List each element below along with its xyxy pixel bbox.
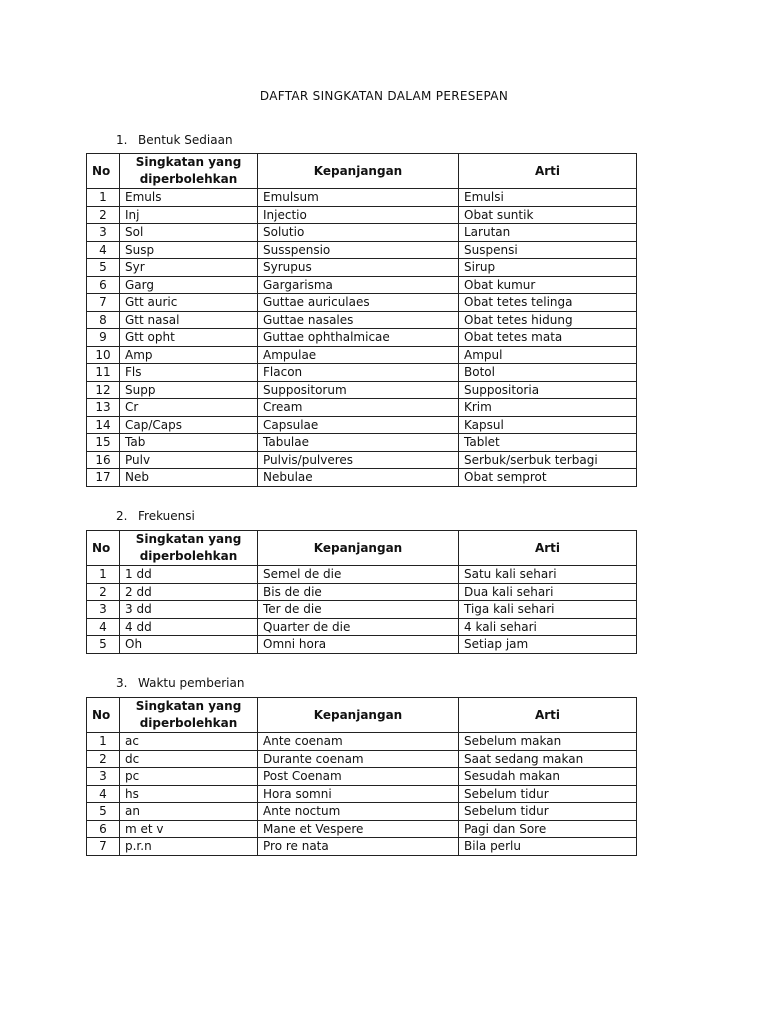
cell-meaning: 4 kali sehari: [459, 618, 637, 636]
cell-no: 12: [87, 381, 120, 399]
table-header-row: [87, 531, 637, 566]
cell-abbreviation: Fls: [120, 364, 258, 382]
table-row: [87, 434, 637, 452]
header-no: No: [87, 698, 120, 733]
table-row: [87, 469, 637, 487]
cell-no: 9: [87, 329, 120, 347]
cell-expansion: Injectio: [258, 206, 459, 224]
cell-abbreviation: 1 dd: [120, 566, 258, 584]
cell-expansion: Susspensio: [258, 241, 459, 259]
cell-expansion: Guttae ophthalmicae: [258, 329, 459, 347]
cell-abbreviation: Neb: [120, 469, 258, 487]
cell-no: 5: [87, 636, 120, 654]
cell-meaning: Obat tetes telinga: [459, 294, 637, 312]
cell-abbreviation: pc: [120, 768, 258, 786]
cell-meaning: Sebelum makan: [459, 733, 637, 751]
cell-expansion: Bis de die: [258, 583, 459, 601]
cell-meaning: Sebelum tidur: [459, 785, 637, 803]
cell-abbreviation: ac: [120, 733, 258, 751]
table-row: [87, 364, 637, 382]
cell-expansion: Hora somni: [258, 785, 459, 803]
table-header-row: [87, 698, 637, 733]
cell-abbreviation: Cap/Caps: [120, 416, 258, 434]
cell-abbreviation: Emuls: [120, 189, 258, 207]
cell-meaning: Bila perlu: [459, 838, 637, 856]
cell-abbreviation: 2 dd: [120, 583, 258, 601]
cell-meaning: Dua kali sehari: [459, 583, 637, 601]
cell-expansion: Guttae auriculaes: [258, 294, 459, 312]
cell-expansion: Cream: [258, 399, 459, 417]
table-row: [87, 346, 637, 364]
header-no: No: [87, 154, 120, 189]
header-expansion: Kepanjangan: [258, 698, 459, 733]
cell-abbreviation: p.r.n: [120, 838, 258, 856]
cell-abbreviation: Syr: [120, 259, 258, 277]
cell-expansion: Quarter de die: [258, 618, 459, 636]
table-row: [87, 259, 637, 277]
section-number: 1.: [116, 133, 128, 147]
cell-expansion: Guttae nasales: [258, 311, 459, 329]
abbreviation-table: [86, 530, 637, 654]
table-row: [87, 311, 637, 329]
cell-no: 16: [87, 451, 120, 469]
cell-abbreviation: Gtt opht: [120, 329, 258, 347]
cell-expansion: Ter de die: [258, 601, 459, 619]
cell-no: 1: [87, 189, 120, 207]
cell-meaning: Botol: [459, 364, 637, 382]
cell-expansion: Suppositorum: [258, 381, 459, 399]
cell-meaning: Sesudah makan: [459, 768, 637, 786]
cell-expansion: Post Coenam: [258, 768, 459, 786]
cell-expansion: Pro re nata: [258, 838, 459, 856]
cell-no: 4: [87, 241, 120, 259]
cell-expansion: Ante coenam: [258, 733, 459, 751]
cell-abbreviation: 4 dd: [120, 618, 258, 636]
table-row: [87, 838, 637, 856]
cell-meaning: Obat semprot: [459, 469, 637, 487]
table-header-row: [87, 154, 637, 189]
cell-abbreviation: 3 dd: [120, 601, 258, 619]
cell-meaning: Tiga kali sehari: [459, 601, 637, 619]
cell-abbreviation: m et v: [120, 820, 258, 838]
table-row: [87, 820, 637, 838]
abbreviation-table: [86, 697, 637, 856]
header-expansion: Kepanjangan: [258, 531, 459, 566]
header-expansion: Kepanjangan: [258, 154, 459, 189]
section-heading: [116, 676, 244, 690]
cell-expansion: Syrupus: [258, 259, 459, 277]
cell-abbreviation: an: [120, 803, 258, 821]
table-row: [87, 241, 637, 259]
cell-no: 7: [87, 838, 120, 856]
cell-expansion: Pulvis/pulveres: [258, 451, 459, 469]
cell-meaning: Setiap jam: [459, 636, 637, 654]
cell-expansion: Solutio: [258, 224, 459, 242]
cell-no: 13: [87, 399, 120, 417]
cell-expansion: Semel de die: [258, 566, 459, 584]
cell-no: 1: [87, 566, 120, 584]
cell-no: 4: [87, 785, 120, 803]
cell-meaning: Krim: [459, 399, 637, 417]
section-number: 3.: [116, 676, 128, 690]
cell-meaning: Obat tetes mata: [459, 329, 637, 347]
cell-meaning: Satu kali sehari: [459, 566, 637, 584]
cell-no: 14: [87, 416, 120, 434]
cell-expansion: Gargarisma: [258, 276, 459, 294]
header-meaning: Arti: [459, 531, 637, 566]
cell-abbreviation: dc: [120, 750, 258, 768]
cell-no: 4: [87, 618, 120, 636]
cell-abbreviation: Susp: [120, 241, 258, 259]
cell-no: 2: [87, 206, 120, 224]
cell-no: 3: [87, 224, 120, 242]
cell-no: 5: [87, 803, 120, 821]
cell-meaning: Obat tetes hidung: [459, 311, 637, 329]
cell-abbreviation: Amp: [120, 346, 258, 364]
table-row: [87, 189, 637, 207]
section-number: 2.: [116, 509, 128, 523]
cell-meaning: Obat suntik: [459, 206, 637, 224]
header-meaning: Arti: [459, 698, 637, 733]
table-row: [87, 566, 637, 584]
cell-meaning: Ampul: [459, 346, 637, 364]
cell-abbreviation: Tab: [120, 434, 258, 452]
cell-expansion: Ampulae: [258, 346, 459, 364]
table-row: [87, 583, 637, 601]
cell-meaning: Obat kumur: [459, 276, 637, 294]
cell-meaning: Sirup: [459, 259, 637, 277]
cell-no: 3: [87, 601, 120, 619]
cell-meaning: Suppositoria: [459, 381, 637, 399]
header-abbreviation: Singkatan yang diperbolehkan: [120, 698, 258, 733]
cell-meaning: Kapsul: [459, 416, 637, 434]
cell-abbreviation: Inj: [120, 206, 258, 224]
cell-no: 8: [87, 311, 120, 329]
abbreviation-table: [86, 153, 637, 487]
document-title: DAFTAR SINGKATAN DALAM PERESEPAN: [259, 89, 509, 103]
cell-abbreviation: Gtt nasal: [120, 311, 258, 329]
table-row: [87, 768, 637, 786]
cell-no: 6: [87, 276, 120, 294]
cell-expansion: Tabulae: [258, 434, 459, 452]
section-heading-text: Waktu pemberian: [138, 676, 245, 690]
section-heading: [116, 509, 195, 523]
table-row: [87, 618, 637, 636]
cell-expansion: Nebulae: [258, 469, 459, 487]
cell-meaning: Sebelum tidur: [459, 803, 637, 821]
header-meaning: Arti: [459, 154, 637, 189]
cell-expansion: Emulsum: [258, 189, 459, 207]
cell-meaning: Emulsi: [459, 189, 637, 207]
cell-meaning: Larutan: [459, 224, 637, 242]
table-row: [87, 750, 637, 768]
cell-expansion: Durante coenam: [258, 750, 459, 768]
cell-meaning: Suspensi: [459, 241, 637, 259]
cell-expansion: Ante noctum: [258, 803, 459, 821]
cell-abbreviation: Pulv: [120, 451, 258, 469]
table-row: [87, 416, 637, 434]
table-row: [87, 381, 637, 399]
table-row: [87, 399, 637, 417]
table-row: [87, 451, 637, 469]
table-row: [87, 329, 637, 347]
cell-no: 2: [87, 583, 120, 601]
cell-no: 11: [87, 364, 120, 382]
table-row: [87, 601, 637, 619]
cell-abbreviation: hs: [120, 785, 258, 803]
cell-abbreviation: Oh: [120, 636, 258, 654]
cell-expansion: Capsulae: [258, 416, 459, 434]
cell-abbreviation: Gtt auric: [120, 294, 258, 312]
table-row: [87, 803, 637, 821]
cell-no: 1: [87, 733, 120, 751]
cell-no: 10: [87, 346, 120, 364]
table-row: [87, 276, 637, 294]
cell-expansion: Mane et Vespere: [258, 820, 459, 838]
cell-abbreviation: Cr: [120, 399, 258, 417]
cell-expansion: Flacon: [258, 364, 459, 382]
cell-no: 6: [87, 820, 120, 838]
cell-no: 3: [87, 768, 120, 786]
table-row: [87, 636, 637, 654]
cell-meaning: Serbuk/serbuk terbagi: [459, 451, 637, 469]
cell-no: 15: [87, 434, 120, 452]
header-abbreviation: Singkatan yang diperbolehkan: [120, 531, 258, 566]
cell-meaning: Tablet: [459, 434, 637, 452]
section-heading-text: Frekuensi: [138, 509, 195, 523]
section-heading: [116, 133, 233, 147]
cell-meaning: Saat sedang makan: [459, 750, 637, 768]
table-row: [87, 294, 637, 312]
header-abbreviation: Singkatan yang diperbolehkan: [120, 154, 258, 189]
cell-no: 7: [87, 294, 120, 312]
cell-expansion: Omni hora: [258, 636, 459, 654]
cell-meaning: Pagi dan Sore: [459, 820, 637, 838]
header-no: No: [87, 531, 120, 566]
cell-abbreviation: Sol: [120, 224, 258, 242]
cell-no: 17: [87, 469, 120, 487]
table-row: [87, 785, 637, 803]
table-row: [87, 733, 637, 751]
table-row: [87, 206, 637, 224]
cell-no: 2: [87, 750, 120, 768]
cell-abbreviation: Garg: [120, 276, 258, 294]
table-row: [87, 224, 637, 242]
cell-abbreviation: Supp: [120, 381, 258, 399]
cell-no: 5: [87, 259, 120, 277]
section-heading-text: Bentuk Sediaan: [138, 133, 233, 147]
